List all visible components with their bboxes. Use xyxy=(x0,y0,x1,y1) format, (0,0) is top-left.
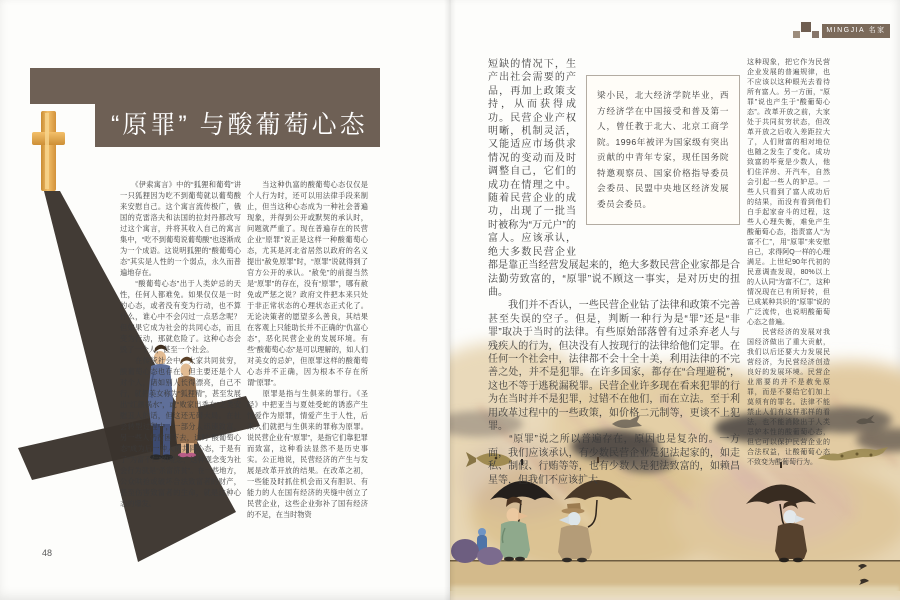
right-narrow-column xyxy=(747,58,830,468)
paragraph: 原罪是指与生俱来的罪行。《圣经》中把亚当与夏娃受蛇的诱惑产生情爱作为原罪，情爱产生于人性，后来人们就把与生俱来的罪称为原罪。说民营企业有“原罪”，是指它们靠犯罪而致富，这种看法显然不是历史事实。公正地说，民营经济的产生与发展是改革开放的结果。在改革之初，一些能及时抓住机会而又有胆识、有能力的人在国有经济的夹缝中创立了民营企业，这些企业弥补了国有经济的不足，在当时物资 xyxy=(247,389,368,519)
cross-icon xyxy=(32,111,65,191)
ground xyxy=(450,560,900,594)
section-header xyxy=(822,24,890,38)
header-pixel-square xyxy=(801,22,811,32)
paragraph: 在传统社会中，大家共同贫穷，酸葡萄心态也存在，但主要还是个人对个人，诸如别人长得漂亮，自己不行，就把美女称为“狐狸精”，甚至发展出“红颜祸水”，或“败家出秀女”之类安慰丑人的话，但这还无碍大局。在社会转型过程中，一部分人迅速致富，另一些人仍贫困下去，这时“酸葡萄心态”成为后一种人的共同心态，于是有了“为富不仁”的观念，这种观念变为社会行为就是“杀富济贫”。在一些地方，公众哄抢或破坏合法致富者的财产，甚至伤害致富者的生命，就是这种心态的爆发。 xyxy=(120,356,241,508)
section-name: 名家 xyxy=(868,27,886,34)
paragraph: 短缺的情况下，生产出社会需要的产品，再加上政策支持，从而获得成功。民营企业产权明晰，机制灵活，又能适应市场供求情况的变动而及时调整自己，它们的成功在情理之中。随着民营企业的成功，出现了一批当时被称为“万元户”的富人。应该承认，绝大多数民营企业都是靠正当经营发展起来的，绝大多数民营企业家都是合法勤劳致富的，“原罪”说不顾这一事实，是对历史的扭曲。 xyxy=(488,59,740,298)
header-pixel-square xyxy=(812,31,819,38)
right-page xyxy=(450,0,900,600)
author-bio-box xyxy=(586,75,740,225)
paragraph: 这种现象，把它作为民营企业发展的普遍规律，也不应该以这种眼光去看待所有富人。另一方面，“原罪”说也产生于“酸葡萄心态”。改革开放之前，大家处于共同贫穷状态，但改革开放之后收入差距拉大了，人们财富的相对地位也随之发生了变化。成功致富的毕竟是少数人，他们住洋房、开汽车，自然会引起一些人的妒忌。一些人只看到了富人成功后的结果，而没有看到他们白手起家奋斗的过程，这些人心理失衡，难免产生酸葡萄心态，指责富人“为富不仁”，用“原罪”来安慰自己，求得阿Q一样的心理满足。上世纪90年代初的民意调查发现，80%以上的人认同“为富不仁”，这种情况现在已有所好转，但已成某种共识的“原罪”说的广泛流传，也说明酸葡萄心态之普遍。 xyxy=(747,59,830,326)
author-bio-text: 梁小民，北大经济学院毕业，西方经济学在中国接受和普及第一人，曾任教于北大、北京工商学院。1996年被评为国家级有突出贡献的中青年专家，现任国务院特邀观察员、国家价格指导委员会委员、民盟中央地区经济发展委员会委员。 xyxy=(597,90,729,209)
page-fold xyxy=(444,0,456,600)
paragraph: 民营经济的发展对我国经济做出了重大贡献，我们以后还要大力发展民营经济，为民营经济创造良好的发展环境。民营企业需要的并不是赦免原罪，而是不要给它们加上莫须有的罪名。法律不能禁止人们有这样那样的看法，也不能消除出于人类忌妒本性的酸葡萄心态，但它可以保护民营企业的合法权益，让酸葡萄心态不致变为酸葡萄行为。 xyxy=(747,329,830,466)
magazine-code: MINGJIA xyxy=(826,27,866,34)
page-number: 48 xyxy=(42,548,53,558)
paragraph: “酸葡萄心态”出于人类妒忌的天性，任何人都难免。如果仅仅是一时的心态，或者没有变为行动，也不算什么，谁心中不会闪过一点恶念呢？但如果它成为社会的共同心态，而且变为行动，那就危险了。这种心态会毁了一个人，甚至一个社会。 xyxy=(120,279,241,354)
paragraph: 《伊索寓言》中的“狐狸和葡萄”讲一只狐狸因为吃不到葡萄就以葡萄酸来安慰自己。这个寓言流传极广，俄国的克雷洛夫和法国的拉封丹都改写过这个寓言，并将其收入自己的寓言集中，“吃不到葡萄说葡萄酸”也逐渐成为一个成语。这说明狐狸的“酸葡萄心态”其实是人性的一个弱点，永久而普遍地存在。 xyxy=(120,180,241,277)
right-wide-column xyxy=(488,58,740,487)
left-column-1 xyxy=(120,179,241,509)
paragraph: 我们并不否认，一些民营企业钻了法律和政策不完善甚至失误的空子。但是，判断一种行为是“罪”还是“非罪”取决于当时的法律。有些原始部落曾有过杀弃老人与残疾人的行为，但决没有人按现行的法律给他们定罪。在任何一个社会中，法律都不会十全十美，利用法律的不完善之处，并不是犯罪。在许多国家，都存在“合理避税”，这也不等于逃税漏税罪。民营企业许多现在看来犯罪的行为在当时并不是犯罪，过错不在他们，而在立法。至于利用改革过程中的一些政策，如价格二元制等，更谈不上犯罪。 xyxy=(488,300,740,432)
page-title: “原罪” 与酸葡萄心态 xyxy=(111,111,368,139)
paragraph: “原罪”说之所以普遍存在，原因也是复杂的。一方面，我们应该承认，有少数民营企业是犯法起家的，如走私、制假、行贿等等，也有少数人是犯法致富的，如赖昌星等，但我们不应该扩大 xyxy=(488,434,740,486)
header-pixel-square xyxy=(793,31,800,38)
paragraph: 当这种仇富的酸葡萄心态仅仅是个人行为时，还可以用法律手段来制止，但当这种心态成为一种社会普遍现象，并得到公开或默契的承认时，问题就严重了。现在普遍存在的民营企业“原罪”说正是这样一种酸葡萄心态，尤其是河北省居然以政府的名义提出“赦免原罪”时，“原罪”说就得到了官方公开的承认。“赦免”的前提当然是“原罪”的存在，没有“原罪”，哪有赦免或严惩之说？政府文件把本来只处于非正常状态的心理状态正式化了。无论决策者的愿望多么善良，其结果在客观上只能助长并不正确的“仇富心态”，恶化民营企业的发展环境。有些“酸葡萄心态”是可以理解的，如人们对美女的忌妒，但原罪这样的酸葡萄心态并不正确，因为根本不存在所谓“原罪”。 xyxy=(247,180,368,387)
author-bio-float xyxy=(586,58,740,242)
left-column-2 xyxy=(247,179,368,520)
